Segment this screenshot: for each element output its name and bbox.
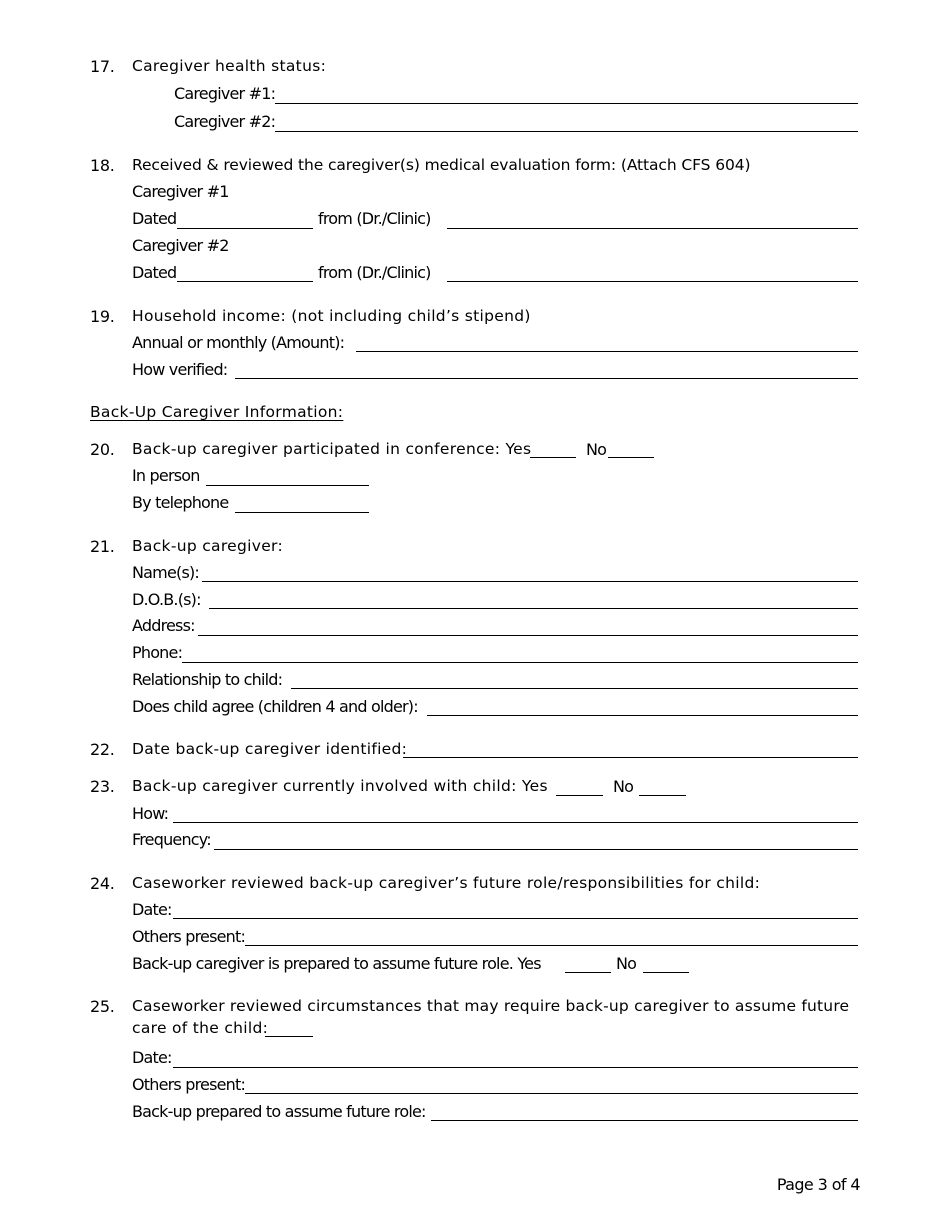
page-number: Page 3 of 4 <box>776 1175 860 1194</box>
question-24: Caseworker reviewed back-up caregiver’s future role/responsibilities for child: <box>132 874 761 892</box>
field-label-date: Date: <box>132 900 172 919</box>
item-number: 17. <box>90 57 115 76</box>
conference-no-field[interactable] <box>608 457 654 458</box>
field-label-clinic-2: from (Dr./Clinic) <box>318 263 431 282</box>
item-number: 21. <box>90 537 115 556</box>
field-label-dated-1: Dated <box>132 209 177 228</box>
telephone-field[interactable] <box>235 512 369 513</box>
question-25-continued: care of the child: <box>132 1019 269 1037</box>
in-person-field[interactable] <box>206 485 369 486</box>
field-label-prepared: Back-up caregiver is prepared to assume future role. Yes <box>132 954 541 973</box>
question-20: Back-up caregiver participated in conference: Yes <box>132 440 532 458</box>
how-verified-field[interactable] <box>235 378 858 379</box>
question-18: Received & reviewed the caregiver(s) medical evaluation form: (Attach CFS 604) <box>132 156 751 174</box>
others-present-field[interactable] <box>245 945 858 946</box>
item-number: 24. <box>90 874 115 893</box>
field-label-date: Date: <box>132 1048 172 1067</box>
field-label-child-agree: Does child agree (children 4 and older): <box>132 697 418 716</box>
child-agree-field[interactable] <box>427 715 858 716</box>
section-title: Back-Up Caregiver Information: <box>90 403 344 421</box>
annual-income-field[interactable] <box>356 351 858 352</box>
field-label-backup-prepared: Back-up prepared to assume future role: <box>132 1102 426 1121</box>
field-label-caregiver2-health: Caregiver #2: <box>174 112 276 131</box>
involved-no-field[interactable] <box>639 795 686 796</box>
item-number: 18. <box>90 156 115 175</box>
field-label-dob: D.O.B.(s): <box>132 590 201 609</box>
field-label-clinic-1: from (Dr./Clinic) <box>318 209 431 228</box>
caregiver1-dated-field[interactable] <box>177 228 313 229</box>
field-label-address: Address: <box>132 616 195 635</box>
question-17: Caregiver health status: <box>132 57 327 75</box>
field-label-others-present: Others present: <box>132 927 246 946</box>
item-number: 25. <box>90 997 115 1016</box>
field-label-others-present: Others present: <box>132 1075 246 1094</box>
item-number: 19. <box>90 307 115 326</box>
question-23: Back-up caregiver currently involved with child: Yes <box>132 777 548 795</box>
relationship-field[interactable] <box>291 688 858 689</box>
caregiver2-dated-field[interactable] <box>177 281 313 282</box>
involved-yes-field[interactable] <box>556 795 603 796</box>
field-label-dated-2: Dated <box>132 263 177 282</box>
field-label-how: How: <box>132 804 169 823</box>
item-number: 20. <box>90 440 115 459</box>
caregiver1-health-field[interactable] <box>275 103 858 104</box>
prepared-no-field[interactable] <box>643 972 689 973</box>
caregiver2-health-field[interactable] <box>275 131 858 132</box>
prepared-yes-field[interactable] <box>565 972 611 973</box>
question-21: Back-up caregiver: <box>132 537 283 555</box>
field-label-how-verified: How verified: <box>132 360 228 379</box>
circumstances-date-field[interactable] <box>173 1067 858 1068</box>
circumstances-others-field[interactable] <box>245 1093 858 1094</box>
caregiver1-heading: Caregiver #1 <box>132 182 229 201</box>
field-label-relationship: Relationship to child: <box>132 670 283 689</box>
conference-yes-field[interactable] <box>530 457 576 458</box>
date-identified-field[interactable] <box>403 757 858 758</box>
item-number: 23. <box>90 777 115 796</box>
names-field[interactable] <box>202 581 858 582</box>
field-label-phone: Phone: <box>132 643 183 662</box>
address-field[interactable] <box>198 635 858 636</box>
caregiver1-clinic-field[interactable] <box>447 228 858 229</box>
review-date-field[interactable] <box>173 918 858 919</box>
phone-field[interactable] <box>182 662 858 663</box>
circumstances-field[interactable] <box>265 1036 313 1037</box>
caregiver2-clinic-field[interactable] <box>447 281 858 282</box>
question-19: Household income: (not including child’s stipend) <box>132 307 531 325</box>
field-label-annual-income: Annual or monthly (Amount): <box>132 333 345 352</box>
dob-field[interactable] <box>209 608 858 609</box>
item-number: 22. <box>90 740 115 759</box>
frequency-field[interactable] <box>214 849 858 850</box>
how-field[interactable] <box>173 822 858 823</box>
field-label-telephone: By telephone <box>132 493 229 512</box>
backup-prepared-field[interactable] <box>431 1120 858 1121</box>
question-22: Date back-up caregiver identified: <box>132 740 408 758</box>
question-25: Caseworker reviewed circumstances that may require back-up caregiver to assume future <box>132 997 850 1015</box>
field-label-caregiver1-health: Caregiver #1: <box>174 84 276 103</box>
field-label-no: No <box>616 954 637 973</box>
field-label-no: No <box>613 777 634 796</box>
field-label-names: Name(s): <box>132 563 200 582</box>
field-label-no: No <box>586 440 607 459</box>
field-label-in-person: In person <box>132 466 200 485</box>
caregiver2-heading: Caregiver #2 <box>132 236 229 255</box>
field-label-frequency: Frequency: <box>132 830 211 849</box>
